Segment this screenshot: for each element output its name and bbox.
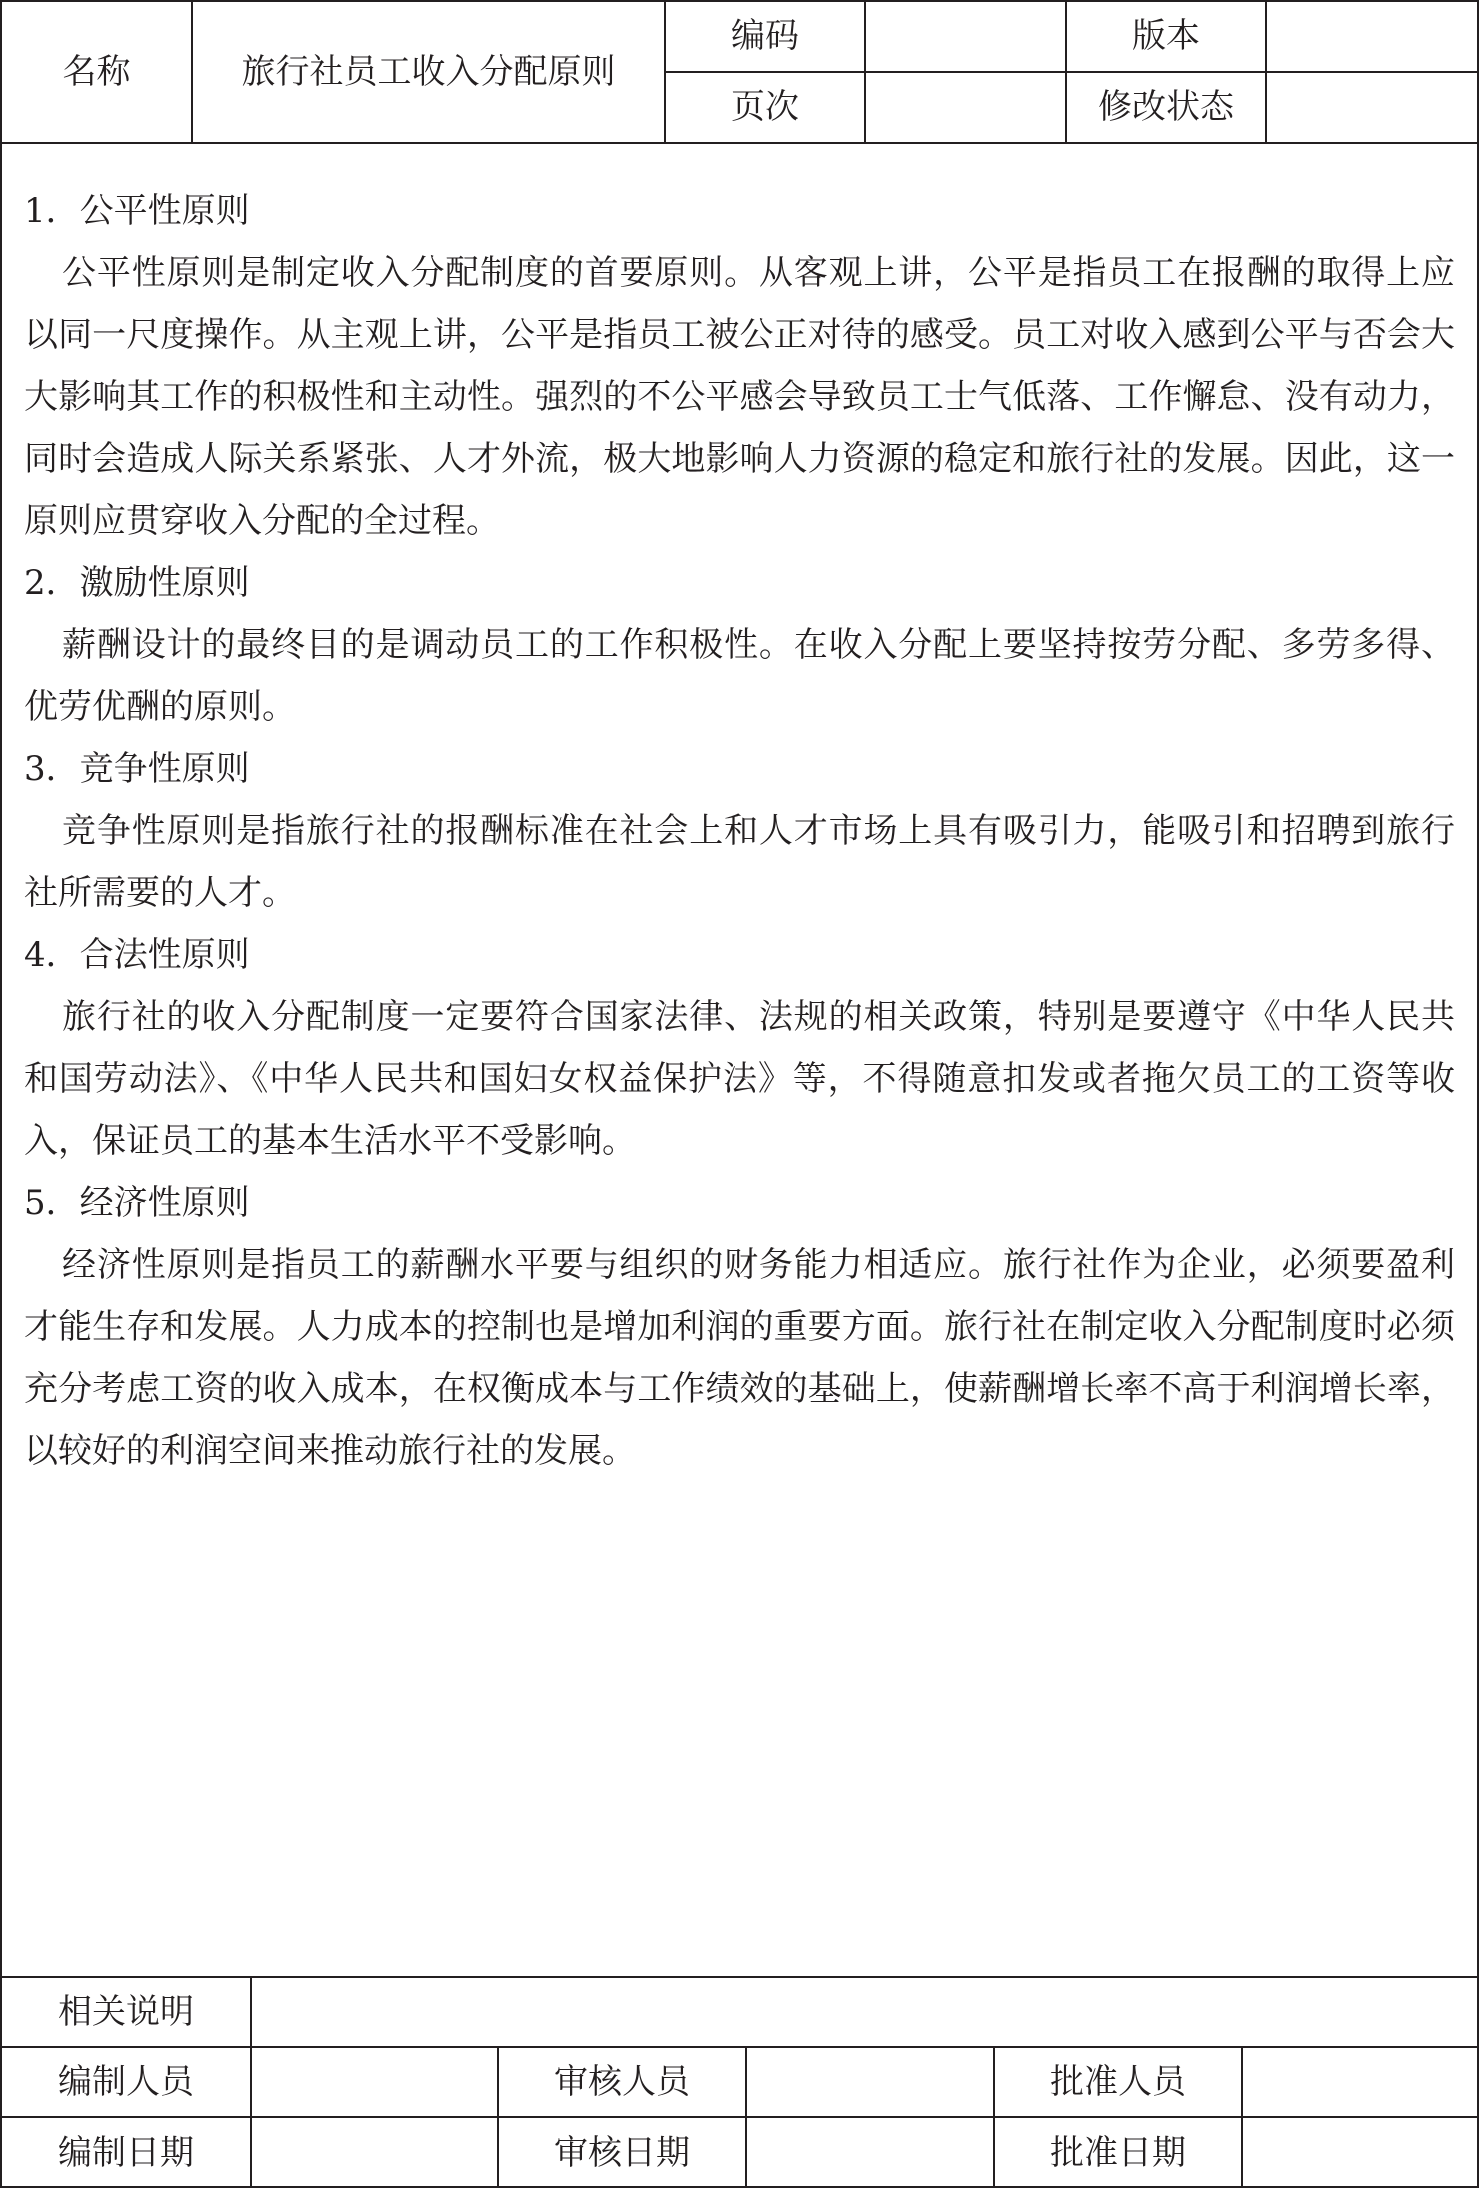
version-label: 版本 <box>1066 2 1266 72</box>
preparer-value <box>251 2047 498 2117</box>
header-table <box>2 2 1477 144</box>
section-heading: 5．经济性原则 <box>24 1183 250 1223</box>
section-legality <box>24 924 1455 1172</box>
prepare-date-label: 编制日期 <box>2 2117 251 2187</box>
preparer-label: 编制人员 <box>2 2047 251 2117</box>
code-label: 编码 <box>665 2 865 72</box>
version-value <box>1266 2 1477 72</box>
code-value <box>865 2 1066 72</box>
name-label: 名称 <box>2 2 192 143</box>
section-competitiveness <box>24 738 1455 924</box>
section-incentive <box>24 552 1455 738</box>
section-text: 经济性原则是指员工的薪酬水平要与组织的财务能力相适应。旅行社作为企业，必须要盈利才能生存和发展。人力成本的控制也是增加利润的重要方面。旅行社在制定收入分配制度时必须充分考虑工资的收入成本，在权衡成本与工作绩效的基础上，使薪酬增长率不高于利润增长率，以较好的利润空间来推动旅行社的发展。 <box>24 1245 1455 1471</box>
approver-value <box>1242 2047 1477 2117</box>
section-heading: 2．激励性原则 <box>24 563 250 603</box>
approve-date-value <box>1242 2117 1477 2187</box>
section-fairness <box>24 180 1455 552</box>
revision-value <box>1266 72 1477 144</box>
document-title: 旅行社员工收入分配原则 <box>192 2 665 143</box>
reviewer-label: 审核人员 <box>498 2047 746 2117</box>
signoff-table <box>2 1976 1477 2187</box>
notes-value <box>251 1977 1477 2047</box>
reviewer-value <box>746 2047 994 2117</box>
document-body <box>2 144 1477 1976</box>
section-text: 旅行社的收入分配制度一定要符合国家法律、法规的相关政策，特别是要遵守《中华人民共和国劳动法》、《中华人民共和国妇女权益保护法》等，不得随意扣发或者拖欠员工的工资等收入，保证员工的基本生活水平不受影响。 <box>24 997 1455 1161</box>
section-heading: 1．公平性原则 <box>24 191 250 231</box>
review-date-value <box>746 2117 994 2187</box>
page-label: 页次 <box>665 72 865 144</box>
section-heading: 4．合法性原则 <box>24 935 250 975</box>
approver-label: 批准人员 <box>994 2047 1242 2117</box>
page-value <box>865 72 1066 144</box>
approve-date-label: 批准日期 <box>994 2117 1242 2187</box>
section-heading: 3．竞争性原则 <box>24 749 250 789</box>
section-economy <box>24 1172 1455 1482</box>
review-date-label: 审核日期 <box>498 2117 746 2187</box>
prepare-date-value <box>251 2117 498 2187</box>
notes-label: 相关说明 <box>2 1977 251 2047</box>
section-text: 薪酬设计的最终目的是调动员工的工作积极性。在收入分配上要坚持按劳分配、多劳多得、优劳优酬的原则。 <box>24 625 1455 727</box>
section-text: 公平性原则是制定收入分配制度的首要原则。从客观上讲，公平是指员工在报酬的取得上应以同一尺度操作。从主观上讲，公平是指员工被公正对待的感受。员工对收入感到公平与否会大大影响其工作的积极性和主动性。强烈的不公平感会导致员工士气低落、工作懈怠、没有动力，同时会造成人际关系紧张、人才外流，极大地影响人力资源的稳定和旅行社的发展。因此，这一原则应贯穿收入分配的全过程。 <box>24 253 1455 541</box>
revision-label: 修改状态 <box>1066 72 1266 144</box>
section-text: 竞争性原则是指旅行社的报酬标准在社会上和人才市场上具有吸引力，能吸引和招聘到旅行社所需要的人才。 <box>24 811 1455 913</box>
